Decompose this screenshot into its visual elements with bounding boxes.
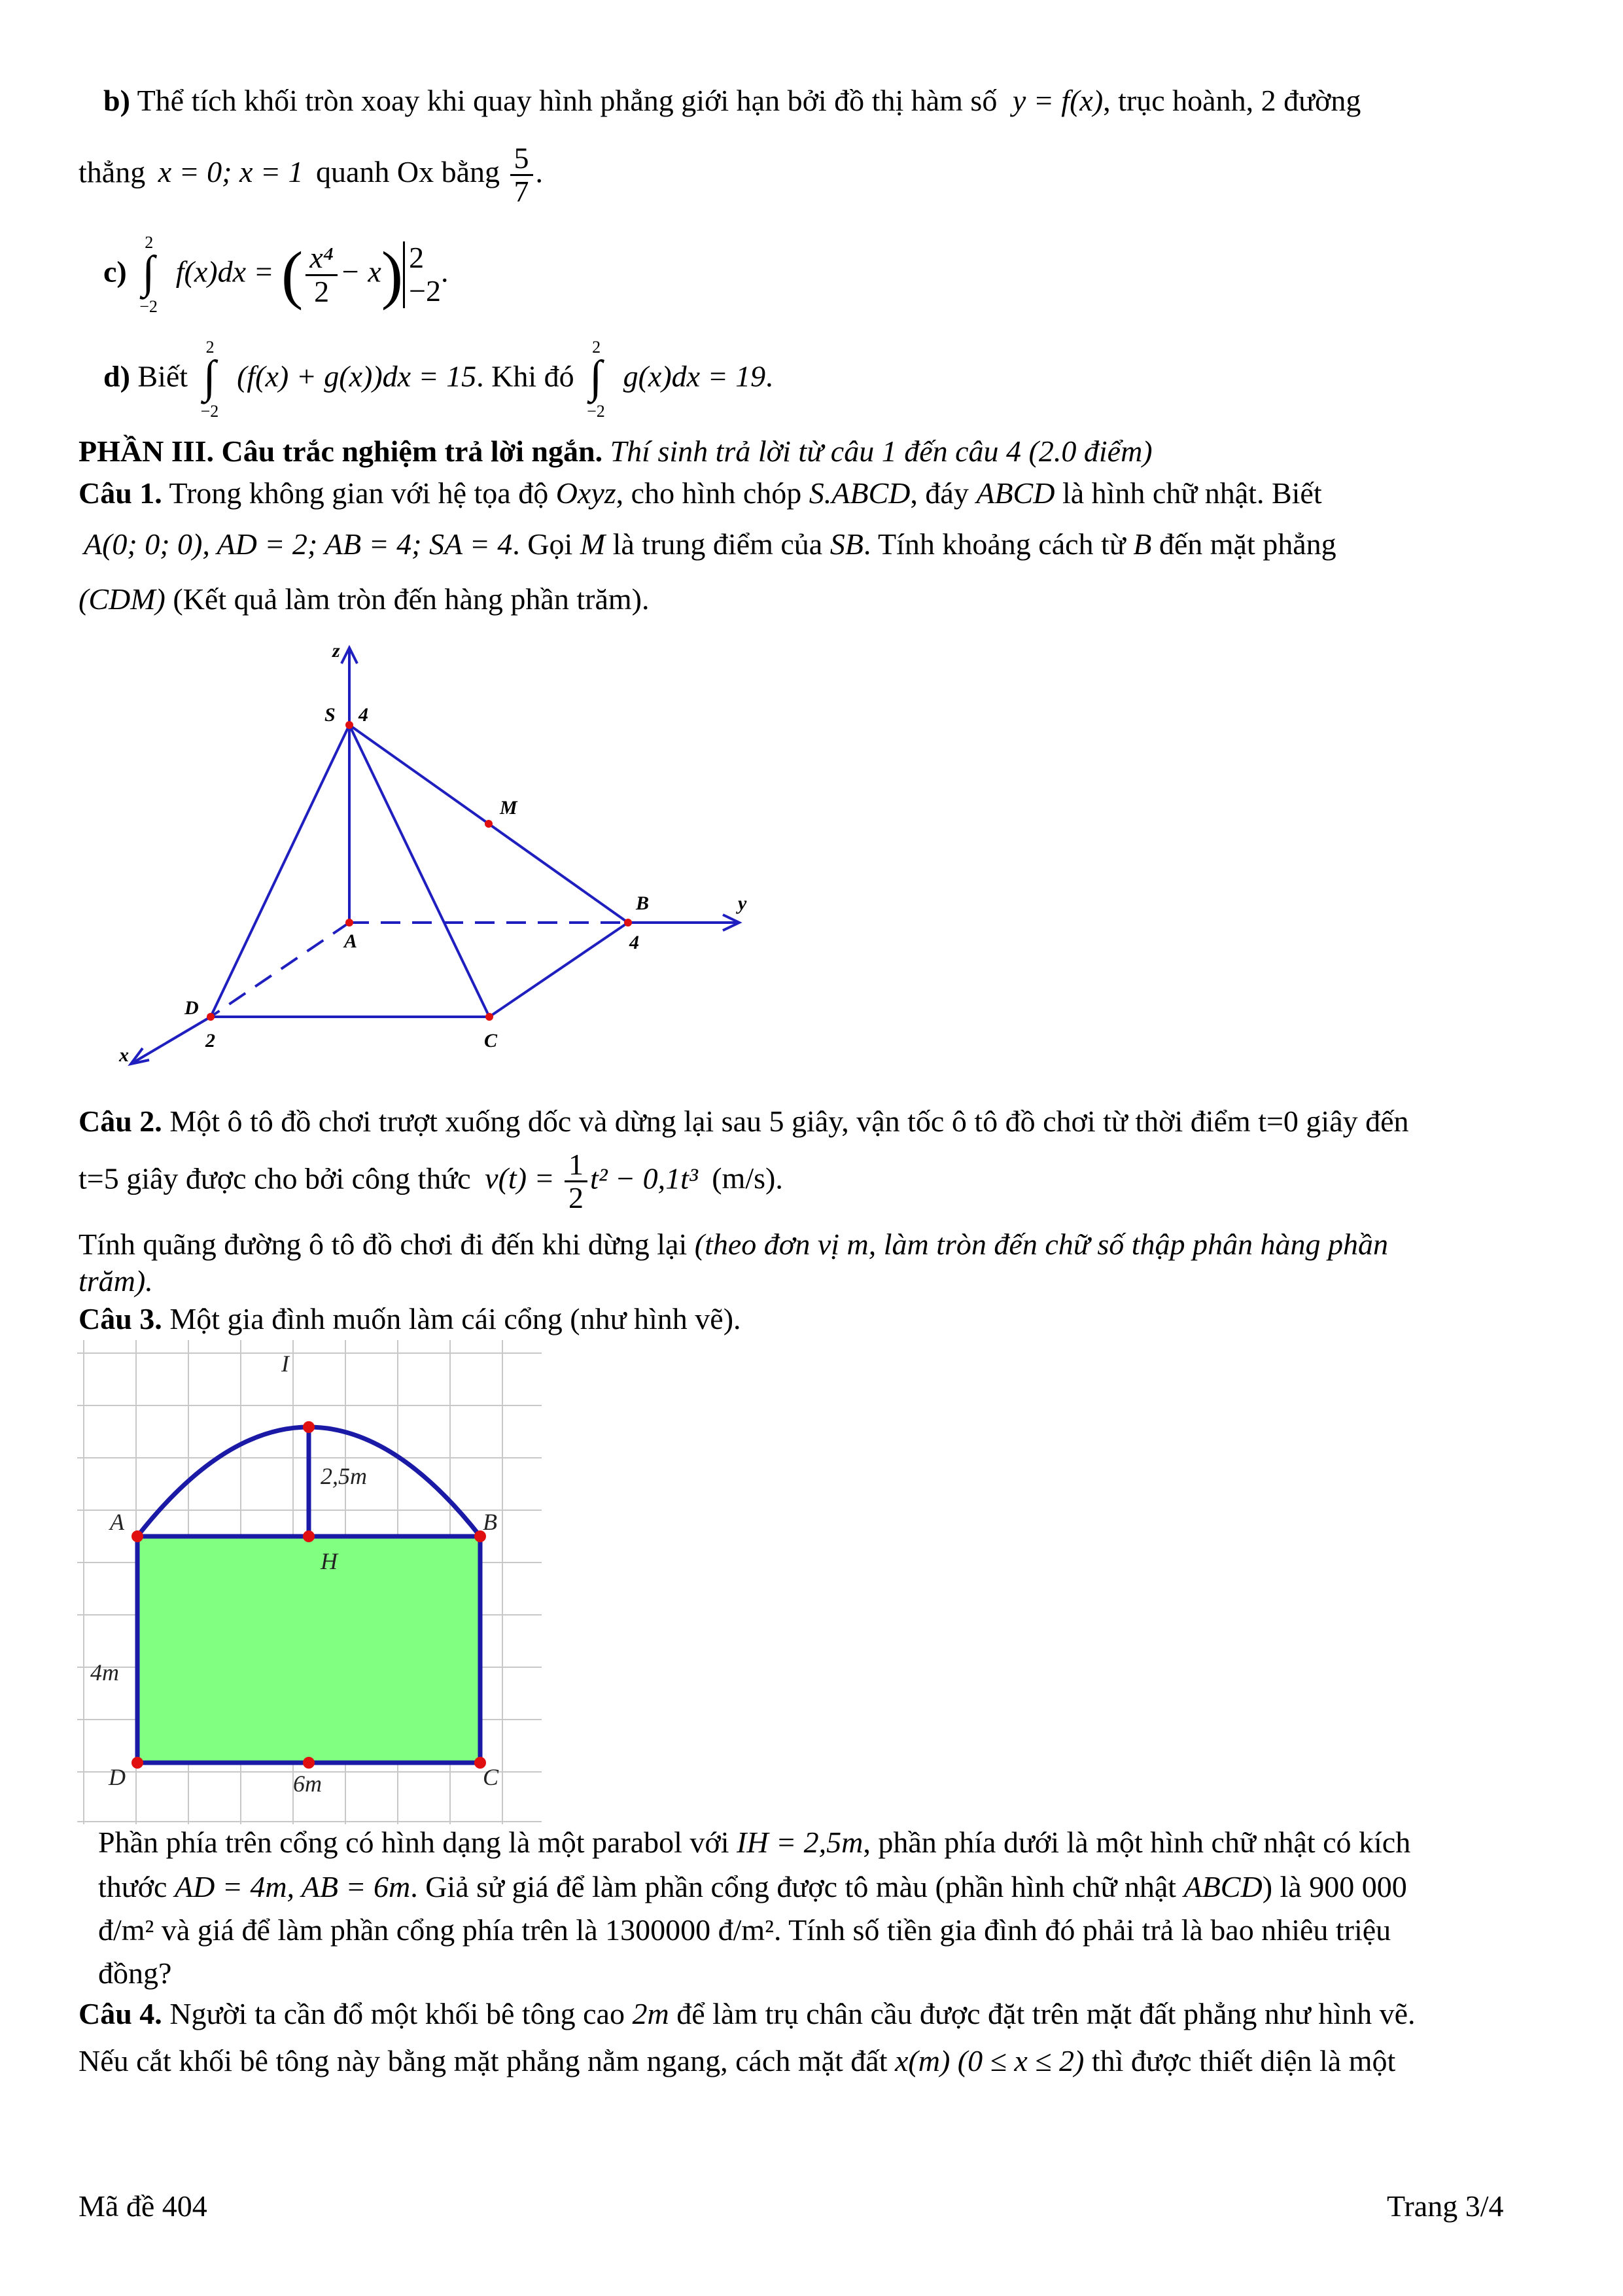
item-c-evaluation <box>403 241 441 308</box>
label-ad: 4m <box>90 1659 119 1686</box>
q1-text: Trong không gian với hệ tọa độ <box>169 476 549 510</box>
label-a: A <box>344 930 358 952</box>
q4-text: để làm trụ chân cầu được đặt trên mặt đất phẳng như hình vẽ. <box>676 1997 1416 2030</box>
q1-plane: (CDM) <box>79 582 166 616</box>
q1-point-a: A(0; 0; 0) <box>84 527 203 561</box>
item-b-line2-mid: quanh Ox bằng <box>315 155 500 189</box>
label-d2: 2 <box>205 1030 215 1051</box>
point-h <box>303 1530 315 1542</box>
q2-line3 <box>79 1227 1388 1262</box>
q1-m: M <box>580 527 606 561</box>
edge-sc <box>349 725 489 1017</box>
integral-upper: 2 <box>205 338 215 357</box>
rectangle-abcd <box>137 1536 480 1763</box>
item-d: d) Biết 2 ∫ −2 (f(x) + g(x))dx = 15. Khi đó 2 ∫ −2 g(x)dx = 19. <box>103 338 773 421</box>
point-a <box>131 1530 143 1542</box>
q3-text: thước <box>98 1870 167 1903</box>
q1-text: . Tính khoảng cách từ <box>863 527 1126 561</box>
q1-line3 <box>79 582 649 617</box>
q1-line1 <box>79 476 1322 511</box>
label-dc: 6m <box>293 1771 322 1797</box>
q3-abcd: ABCD <box>1183 1870 1263 1903</box>
q3-line2 <box>98 1826 1410 1860</box>
q3-price2: 1300000 <box>605 1913 711 1947</box>
q2-line2: t=5 giây được cho bởi công thức v(t) = $\frac{1}{2}$ t² − 0,1t³ (m/s). <box>79 1148 783 1215</box>
item-d-integrand: (f(x) + g(x))dx = 15 <box>237 359 477 393</box>
label-y: y <box>738 892 747 914</box>
q2-unit: (m/s) <box>712 1161 776 1195</box>
item-b-frac-num: 5 <box>510 143 533 176</box>
label-a: A <box>110 1509 124 1535</box>
point-a <box>345 919 353 927</box>
q4-xm: x(m) <box>895 2044 951 2077</box>
q3-line1 <box>79 1302 741 1337</box>
label-ih: 2,5m <box>321 1463 367 1489</box>
q2-line4: trăm). <box>79 1264 153 1298</box>
q2-fraction <box>565 1149 587 1214</box>
item-d-integrand2: g(x)dx = 19 <box>623 359 766 393</box>
q1-pyramid: S.ABCD <box>809 476 911 510</box>
integral-lower: −2 <box>587 402 605 421</box>
label-h: H <box>321 1548 338 1574</box>
item-b-line1 <box>103 84 1361 118</box>
integral-lower: −2 <box>139 297 158 317</box>
q1-text: là hình chữ nhật. Biết <box>1062 476 1322 510</box>
part3-heading <box>79 434 1153 469</box>
label-i: I <box>281 1351 289 1377</box>
eval-upper: 2 <box>409 241 425 275</box>
part3-note: Thí sinh trả lời từ câu 1 đến câu 4 (2.0 điểm) <box>610 434 1153 468</box>
q1-base: ABCD <box>976 476 1055 510</box>
q3-text: Phần phía trên cổng có hình dạng là một parabol với <box>98 1826 729 1859</box>
q3-text: . Giả sử giá để làm phần cổng được tô màu (phần hình chữ nhật <box>410 1870 1177 1903</box>
item-c: c) 2 ∫ −2 f(x)dx = ( $\frac{\text{x⁴}}{2}$ − x) 2 −2 . <box>103 233 449 317</box>
q1-text: đến mặt phẳng <box>1159 527 1336 561</box>
label-b4: 4 <box>629 932 639 953</box>
edge-cb <box>489 923 628 1017</box>
footer-code: Mã đề 404 <box>79 2189 207 2223</box>
integral-upper: 2 <box>145 233 154 252</box>
q4-line1 <box>79 1997 1416 2032</box>
q4-text: Nếu cắt khối bê tông này bằng mặt phẳng nằm ngang, cách mặt đất <box>79 2044 888 2077</box>
q1-sb: SB <box>829 527 864 561</box>
edge-ad <box>211 923 349 1017</box>
q4-text: thì được thiết diện là một <box>1091 2044 1396 2077</box>
q3-price1: 900 000 <box>1309 1870 1407 1903</box>
q2-text: Một ô tô đồ chơi trượt xuống dốc và dừng lại sau 5 giây, vận tốc ô tô đồ chơi từ thời điểm t=0 giây đến <box>169 1104 1409 1138</box>
q3-ih: IH = 2,5m <box>737 1826 864 1859</box>
integral-lower: −2 <box>200 402 219 421</box>
point-m-dc <box>303 1757 315 1769</box>
item-c-fraction <box>305 242 337 308</box>
q3-label: Câu 3. <box>79 1302 162 1335</box>
q1-text: , đáy <box>910 476 969 510</box>
q3-dims: AD = 4m, AB = 6m <box>174 1870 411 1903</box>
point-s <box>345 721 353 729</box>
point-i <box>303 1421 315 1433</box>
q2-frac-den: 2 <box>568 1181 584 1215</box>
q3-line4 <box>98 1913 1391 1948</box>
q2-text: t=5 giây được cho bởi công thức <box>79 1161 471 1195</box>
integral-upper: 2 <box>592 338 601 357</box>
q4-height: 2m <box>632 1997 669 2030</box>
q4-line2 <box>79 2044 1395 2079</box>
q4-text: Người ta cần đổ một khối bê tông cao <box>169 1997 625 2030</box>
label-c: C <box>484 1030 498 1051</box>
point-d <box>207 1013 215 1021</box>
label-x: x <box>119 1044 129 1066</box>
part3-title: PHẦN III. Câu trắc nghiệm trả lời ngắn. <box>79 434 603 468</box>
integral-sign: 2 ∫ −2 <box>200 338 219 421</box>
item-b-line2: thẳng x = 0; x = 1 quanh Ox bằng $\frac{5}{7}$ . <box>79 141 543 209</box>
item-c-frac-den: 2 <box>314 274 330 308</box>
q1-b: B <box>1133 527 1152 561</box>
q2-text: Tính quãng đường ô tô đồ chơi đi đến khi dừng lại <box>79 1227 688 1261</box>
q3-text: đ/m² và giá để làm phần cổng phía trên là <box>98 1913 598 1947</box>
q3-text: , phần phía dưới là một hình chữ nhật có kích <box>863 1826 1411 1859</box>
item-c-integrand: f(x)dx = <box>175 255 274 289</box>
integral-sign: 2 ∫ −2 <box>139 233 158 317</box>
label-d: D <box>184 997 199 1019</box>
item-b-label: b) <box>103 84 130 117</box>
point-m <box>485 820 493 828</box>
point-d <box>131 1757 143 1769</box>
label-s: S <box>324 704 336 726</box>
item-b-fraction <box>510 143 533 208</box>
q1-text: là trung điểm của <box>612 527 823 561</box>
q1-text: (Kết quả làm tròn đến hàng phần trăm). <box>173 582 650 616</box>
point-b <box>624 919 632 927</box>
q2-frac-num: 1 <box>565 1149 587 1182</box>
item-d-label: d) <box>103 359 130 393</box>
pyramid-figure <box>111 641 778 1073</box>
q3-line3 <box>98 1870 1407 1905</box>
item-b-text: Thể tích khối tròn xoay khi quay hình phẳng giới hạn bởi đồ thị hàm số <box>137 84 998 117</box>
item-d-then: Khi đó <box>491 359 574 393</box>
q4-label: Câu 4. <box>79 1997 162 2030</box>
q1-text: , cho hình chóp <box>616 476 802 510</box>
label-d: D <box>109 1764 126 1790</box>
item-d-word: Biết <box>137 359 188 393</box>
point-c <box>485 1013 493 1021</box>
item-b-line2-start: thẳng <box>79 155 146 189</box>
item-c-label: c) <box>103 255 127 289</box>
q1-oxyz: Oxyz <box>555 476 616 510</box>
edge-sd <box>211 725 349 1017</box>
label-m: M <box>500 797 517 819</box>
q1-text: . Gọi <box>512 527 573 561</box>
item-c-minus-x: − x <box>340 255 381 289</box>
eval-lower: −2 <box>409 274 442 308</box>
x-axis <box>131 1017 211 1064</box>
q1-label: Câu 1. <box>79 476 162 510</box>
item-c-frac-num: x⁴ <box>305 242 337 275</box>
item-b-function: y = f(x) <box>1012 84 1104 117</box>
q2-note: (theo đơn vị m, làm tròn đến chữ số thập phân hàng phần <box>694 1227 1389 1261</box>
label-b: B <box>636 892 650 914</box>
label-c: C <box>483 1764 499 1790</box>
q2-formula: t² − 0,1t³ <box>590 1161 698 1195</box>
q2-line1 <box>79 1104 1409 1139</box>
label-z: z <box>332 641 340 662</box>
footer-page: Trang 3/4 <box>1387 2189 1504 2223</box>
q3-text: Một gia đình muốn làm cái cổng (như hình vẽ). <box>169 1302 741 1335</box>
label-b: B <box>483 1509 497 1535</box>
gate-figure <box>77 1340 542 1824</box>
q2-vt: v(t) = <box>485 1161 555 1195</box>
item-b-text-end: , trục hoành, 2 đường <box>1103 84 1361 117</box>
item-b-frac-den: 7 <box>514 175 529 209</box>
q1-line2 <box>84 527 1336 562</box>
q2-label: Câu 2. <box>79 1104 162 1138</box>
q1-lengths: , AD = 2; AB = 4; SA = 4 <box>202 527 513 561</box>
q3-text: ) là <box>1262 1870 1302 1903</box>
integral-sign: 2 ∫ −2 <box>587 338 605 421</box>
item-b-lines: x = 0; x = 1 <box>158 155 304 189</box>
q3-line5: đồng? <box>98 1956 172 1990</box>
label-s4: 4 <box>358 704 368 726</box>
q4-range: (0 ≤ x ≤ 2) <box>957 2044 1085 2077</box>
q3-text: đ/m². Tính số tiền gia đình đó phải trả là bao nhiêu triệu <box>718 1913 1391 1947</box>
